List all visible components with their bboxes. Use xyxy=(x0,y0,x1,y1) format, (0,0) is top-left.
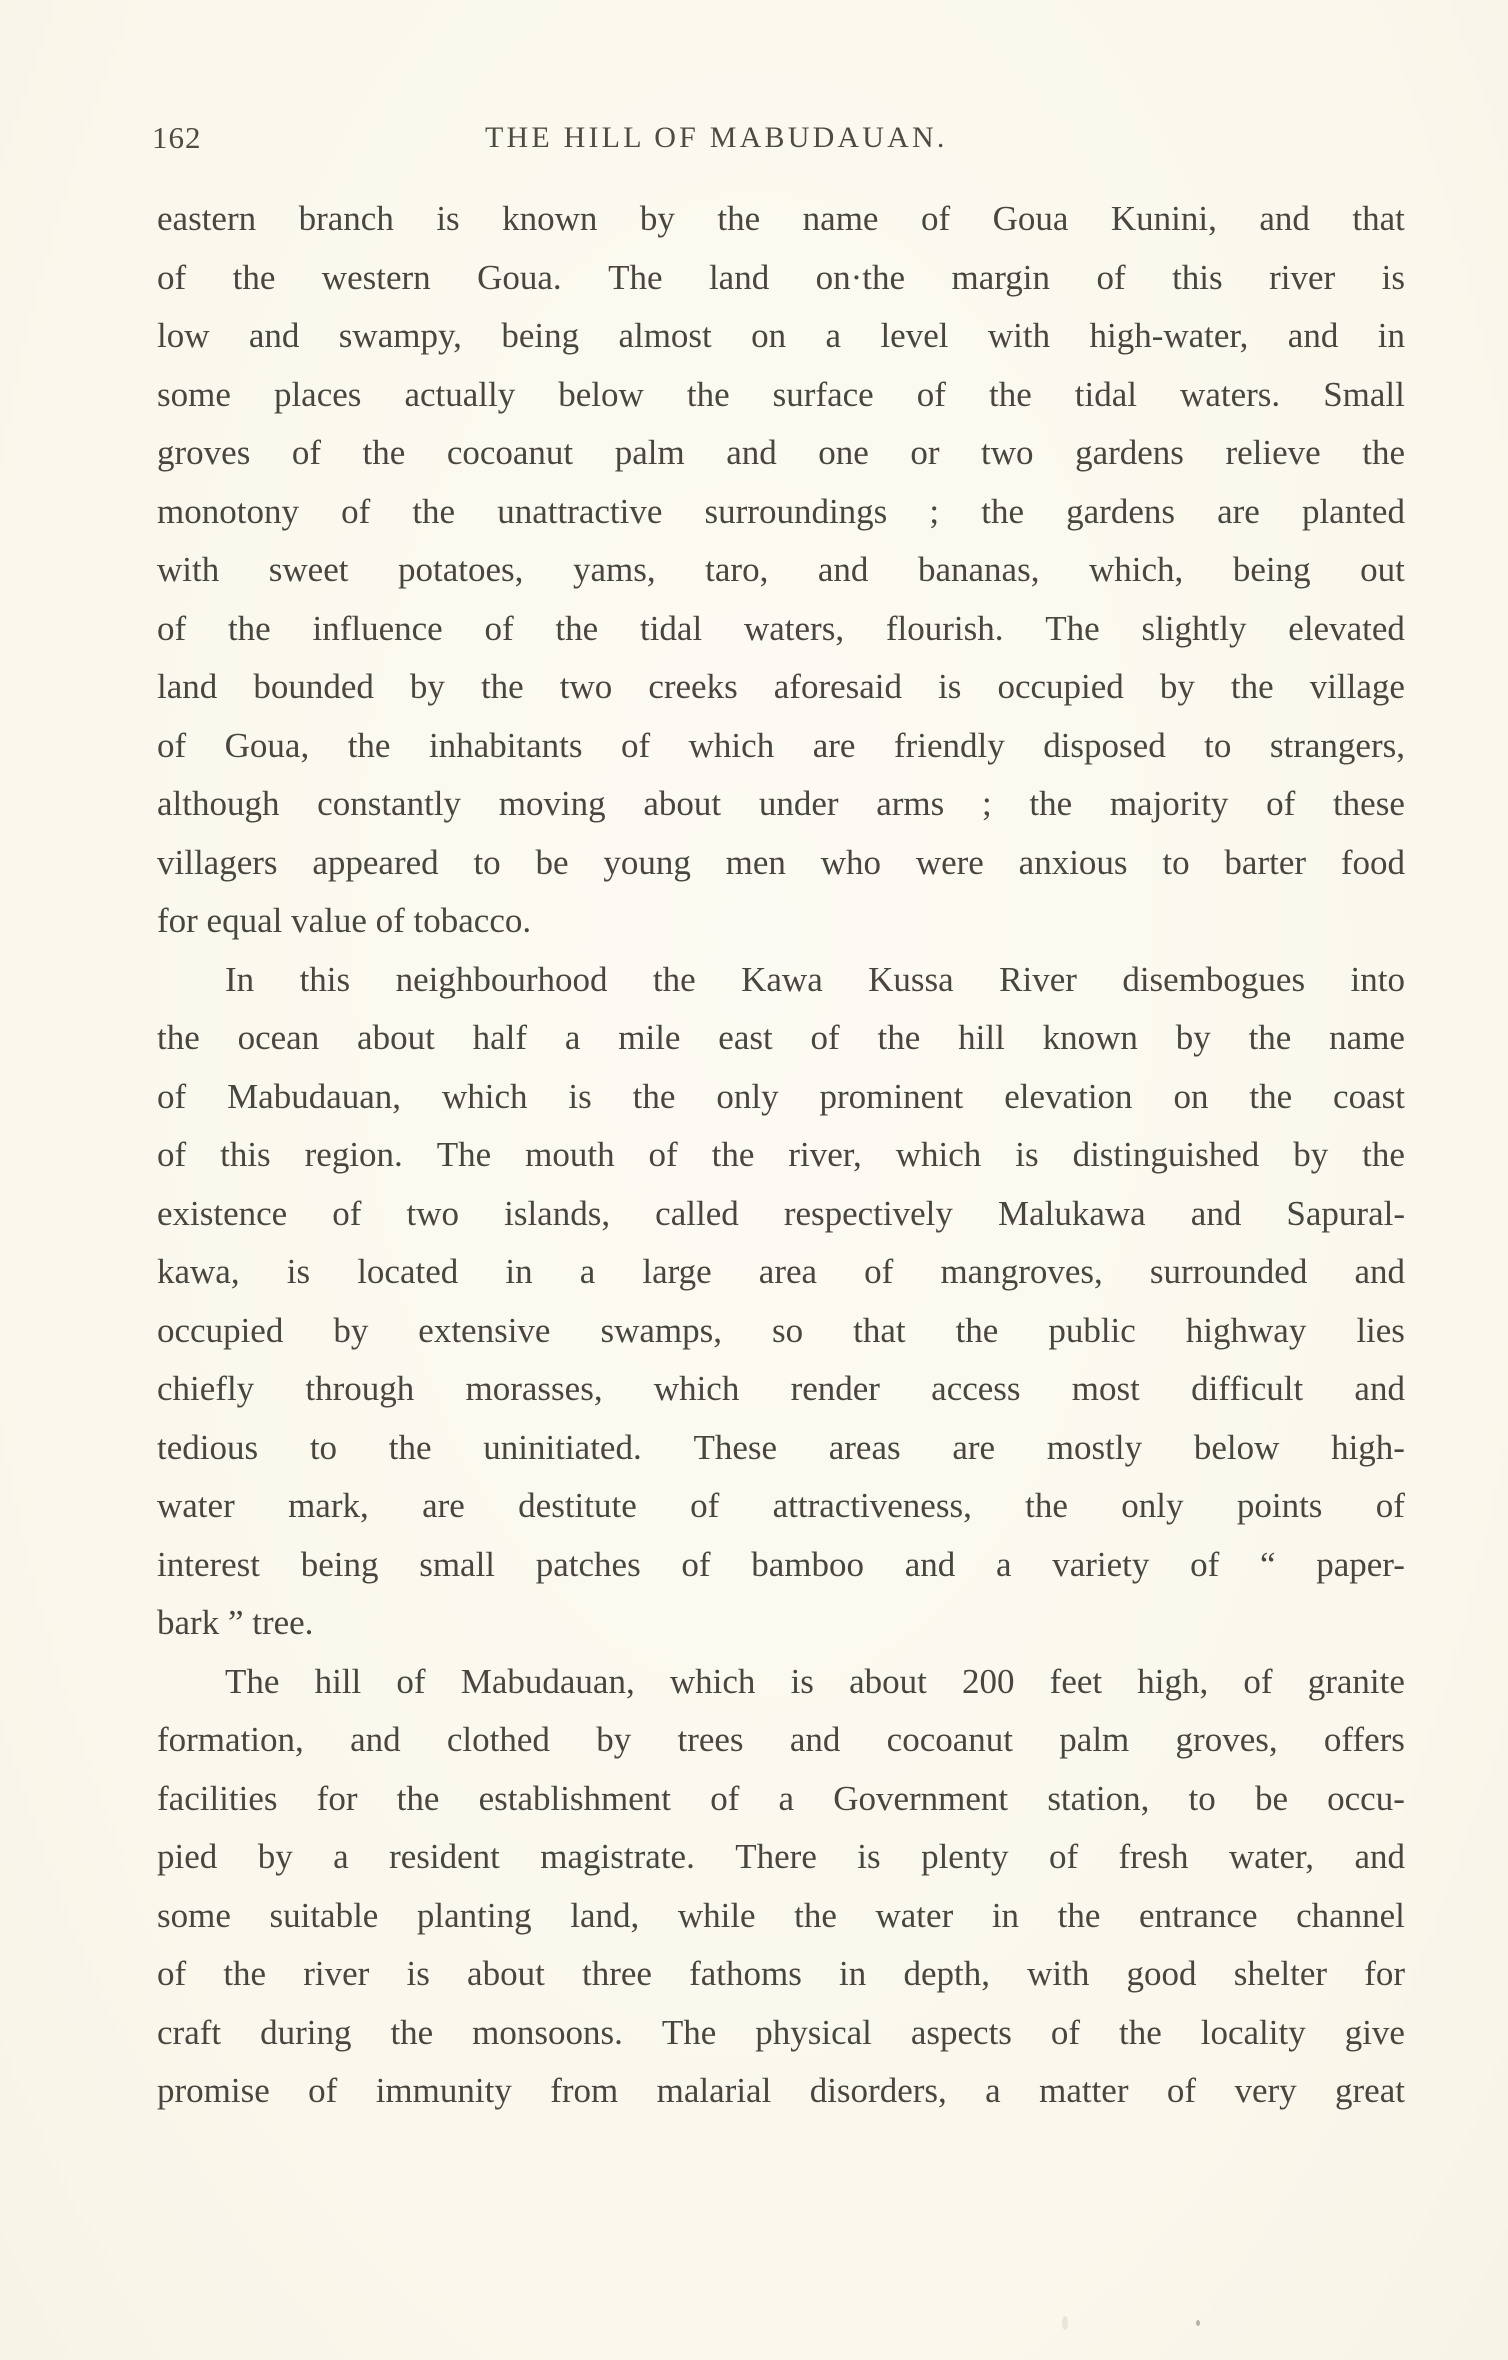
text-line: craft during the monsoons. The physical aspects of the locality give xyxy=(157,2012,1405,2052)
paper-speck xyxy=(1062,2316,1068,2330)
text-line: The hill of Mabudauan, which is about 200 feet high, of granite xyxy=(225,1661,1405,1701)
text-line: for equal value of tobacco. xyxy=(157,901,532,940)
text-line: occupied by extensive swamps, so that the public highway lies xyxy=(157,1310,1405,1350)
text-line: promise of immunity from malarial disorders, a matter of very great xyxy=(157,2071,1405,2110)
text-line: of the western Goua. The land on·the margin of this river is xyxy=(157,257,1405,297)
text-line: some places actually below the surface of the tidal waters. Small xyxy=(157,374,1405,414)
text-line: chiefly through morasses, which render access most difficult and xyxy=(157,1369,1405,1408)
page-number: 162 xyxy=(152,120,202,155)
text-line: of the influence of the tidal waters, flourish. The slightly elevated xyxy=(157,608,1405,648)
text-line: In this neighbourhood the Kawa Kussa River disembogues into xyxy=(225,959,1405,999)
text-line: the ocean about half a mile east of the hill known by the name xyxy=(157,1018,1405,1057)
text-line: low and swampy, being almost on a level with high-water, and in xyxy=(157,316,1405,355)
text-line: facilities for the establishment of a Government station, to be occu- xyxy=(157,1778,1405,1818)
text-line: bark ” tree. xyxy=(157,1603,314,1642)
text-line: monotony of the unattractive surroundings ; the gardens are planted xyxy=(157,491,1405,531)
running-title: THE HILL OF MABUDAUAN. xyxy=(485,121,948,154)
text-line: of the river is about three fathoms in depth, with good shelter for xyxy=(157,1954,1405,1993)
body-text xyxy=(157,190,1405,2121)
text-line: of Goua, the inhabitants of which are friendly disposed to strangers, xyxy=(157,725,1405,765)
text-line: land bounded by the two creeks aforesaid is occupied by the village xyxy=(157,667,1405,706)
text-line: some suitable planting land, while the water in the entrance channel xyxy=(157,1895,1405,1935)
paragraph-3 xyxy=(157,1653,1405,2121)
text-line: although constantly moving about under arms ; the majority of these xyxy=(157,784,1405,823)
paragraph-1 xyxy=(157,190,1405,951)
paper-speck xyxy=(1196,2320,1200,2326)
text-line: eastern branch is known by the name of Goua Kunini, and that xyxy=(157,199,1405,238)
text-line: of Mabudauan, which is the only prominent elevation on the coast xyxy=(157,1076,1405,1116)
running-head xyxy=(152,118,1404,158)
text-line: villagers appeared to be young men who were anxious to barter food xyxy=(157,842,1405,882)
text-line: water mark, are destitute of attractiveness, the only points of xyxy=(157,1486,1405,1525)
text-line: kawa, is located in a large area of mangroves, surrounded and xyxy=(157,1252,1405,1291)
text-line: pied by a resident magistrate. There is plenty of fresh water, and xyxy=(157,1837,1405,1876)
text-line: existence of two islands, called respectively Malukawa and Sapural- xyxy=(157,1193,1405,1233)
text-line: tedious to the uninitiated. These areas are mostly below high- xyxy=(157,1427,1405,1467)
text-line: of this region. The mouth of the river, which is distinguished by the xyxy=(157,1135,1405,1174)
text-line: formation, and clothed by trees and cocoanut palm groves, offers xyxy=(157,1720,1405,1759)
paragraph-2 xyxy=(157,951,1405,1653)
text-line: with sweet potatoes, yams, taro, and bananas, which, being out xyxy=(157,550,1405,589)
text-line: groves of the cocoanut palm and one or two gardens relieve the xyxy=(157,433,1405,472)
text-line: interest being small patches of bamboo and a variety of “ paper- xyxy=(157,1544,1405,1584)
